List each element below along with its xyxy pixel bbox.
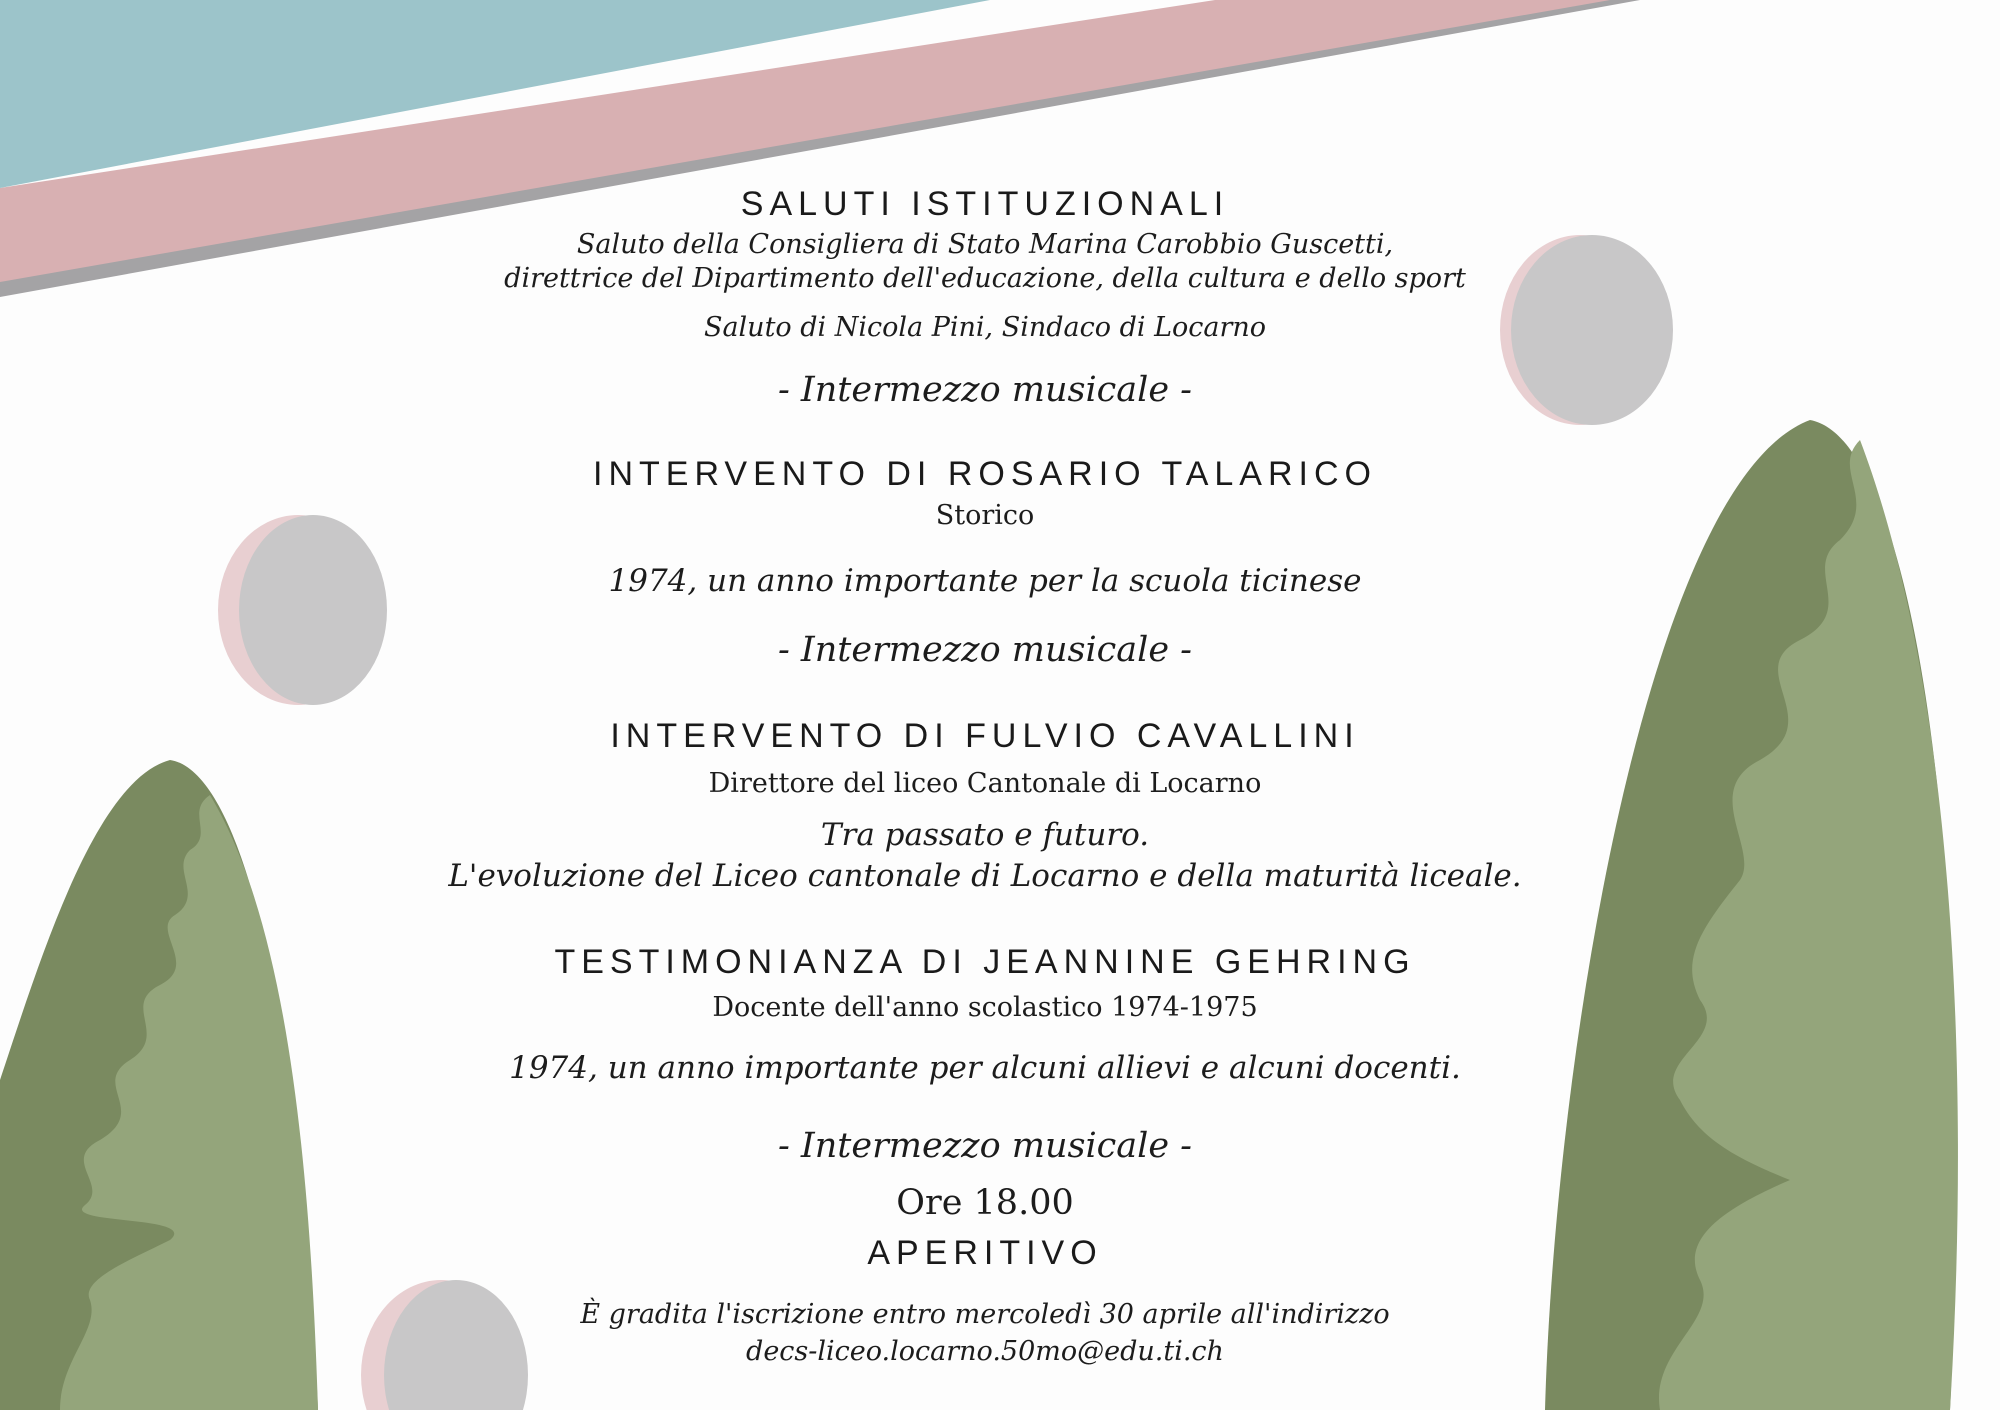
registration-note: È gradita l'iscrizione entro mercoledì 30 aprile all'indirizzo <box>580 1299 1390 1330</box>
cavallini-role: Direttore del liceo Cantonale di Locarno <box>708 768 1262 799</box>
intermezzo-musicale-3: - Intermezzo musicale - <box>777 1126 1193 1166</box>
cavallini-title-line2: L'evoluzione del Liceo cantonale di Locarno e della maturità liceale. <box>448 858 1522 894</box>
talarico-title: 1974, un anno importante per la scuola ticinese <box>608 563 1362 599</box>
saluto-consigliera-line1: Saluto della Consigliera di Stato Marina Carobbio Guscetti, <box>576 229 1394 260</box>
heading-intervento-talarico: INTERVENTO DI ROSARIO TALARICO <box>593 455 1377 493</box>
intermezzo-musicale-1: - Intermezzo musicale - <box>777 370 1193 410</box>
heading-aperitivo: APERITIVO <box>867 1234 1103 1272</box>
heading-intervento-cavallini: INTERVENTO DI FULVIO CAVALLINI <box>610 717 1360 755</box>
aperitivo-time: Ore 18.00 <box>896 1183 1074 1223</box>
intermezzo-musicale-2: - Intermezzo musicale - <box>777 630 1193 670</box>
registration-email: decs-liceo.locarno.50mo@edu.ti.ch <box>746 1336 1224 1367</box>
talarico-role: Storico <box>935 500 1035 531</box>
gehring-role: Docente dell'anno scolastico 1974-1975 <box>712 992 1258 1023</box>
cavallini-title-line1: Tra passato e futuro. <box>820 817 1150 853</box>
heading-testimonianza-gehring: TESTIMONIANZA DI JEANNINE GEHRING <box>554 943 1416 981</box>
saluto-consigliera-line2: direttrice del Dipartimento dell'educazione, della cultura e dello sport <box>504 263 1466 294</box>
saluto-sindaco: Saluto di Nicola Pini, Sindaco di Locarno <box>703 312 1267 343</box>
heading-saluti-istituzionali: SALUTI ISTITUZIONALI <box>740 185 1230 223</box>
gehring-title: 1974, un anno importante per alcuni allievi e alcuni docenti. <box>509 1050 1461 1086</box>
